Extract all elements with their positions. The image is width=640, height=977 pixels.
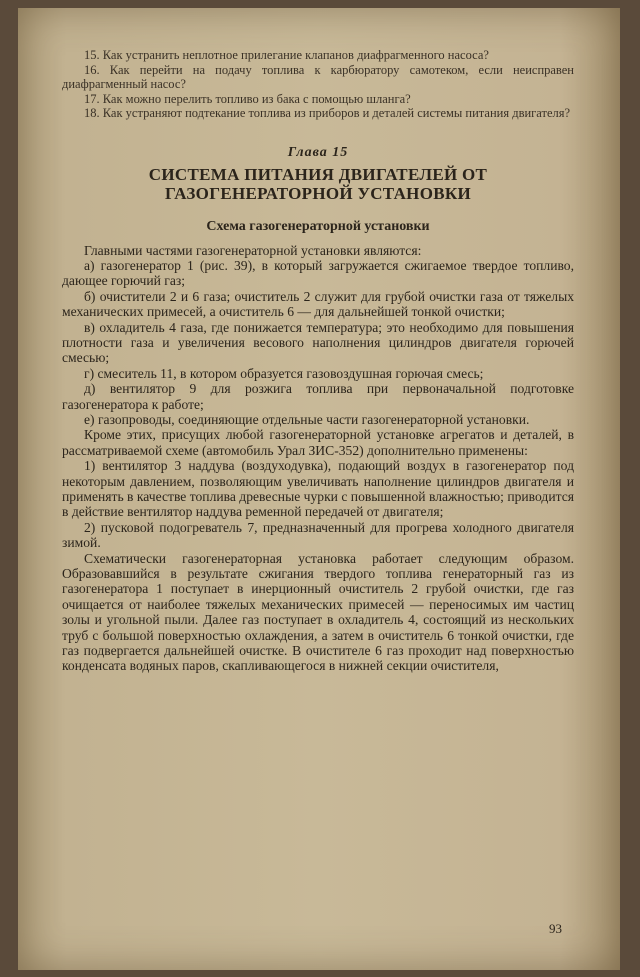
question-18: 18. Как устраняют подтекание топлива из приборов и деталей системы питания двигателя?	[84, 106, 571, 120]
list-item-b: б) очистители 2 и 6 газа; очиститель 2 служит для грубой очистки газа от тяжелых механических примесей, а очиститель 6 — для дальнейшей тонкой очистки;	[62, 288, 574, 320]
list-item-e: е) газопроводы, соединяющие отдельные части газогенераторной установки.	[84, 411, 530, 427]
paragraph: Главными частями газогенераторной установки являются:	[84, 242, 422, 258]
list-item-1: 1) вентилятор 3 наддува (воздуходувка), подающий воздух в газогенератор под некоторым давлением, позволяющим увеличивать наполнение цилиндров двигателя и применять в качестве топлива древесные чурки с повышенной влажностью; приводится в действие вентилятор наддува ременной передачей от двигателя;	[62, 458, 574, 520]
page-number: 93	[549, 921, 562, 936]
book-page	[18, 8, 620, 970]
question-15: 15. Как устранить неплотное прилегание клапанов диафрагменного насоса?	[84, 48, 489, 62]
list-item-d: д) вентилятор 9 для розжига топлива при первоначальной подготовке газогенератора к работе;	[62, 381, 574, 412]
chapter-title: СИСТЕМА ПИТАНИЯ ДВИГАТЕЛЕЙ ОТ ГАЗОГЕНЕРАТОРНОЙ УСТАНОВКИ	[148, 164, 488, 203]
text-column	[62, 48, 574, 674]
paragraph: Кроме этих, присущих любой газогенераторной установке агрегатов и деталей, в рассматриваемой схеме (автомобиль Урал ЗИС-352) дополнительно применены:	[62, 427, 574, 458]
paragraph: Схематически газогенераторная установка работает следующим образом. Образовавшийся в результате сжигания твердого топлива генераторный газ из газогенератора 1 поступает в инерционный очиститель 2 грубой очистки, где газ очищается от наиболее тяжелых механических примесей — переносимых им частиц золы и угольной пыли. Далее газ поступает в охладитель 4, состоящий из нескольких труб с большой поверхностью охлаждения, а затем в очиститель 6 тонкой очистки, где газ подвергается дальнейшей очистке. В очистителе 6 газ проходит над поверхностью конденсата водяных паров, скапливающегося в нижней секции очистителя,	[62, 550, 574, 674]
question-16: 16. Как перейти на подачу топлива к карбюратору самотеком, если неисправен диафрагменный насос?	[62, 62, 574, 91]
chapter-label: Глава 15	[287, 144, 349, 160]
list-item-2: 2) пусковой подогреватель 7, предназначенный для прогрева холодного двигателя зимой.	[62, 519, 574, 551]
list-item-v: в) охладитель 4 газа, где понижается температура; это необходимо для повышения плотности газа и увеличения весового наполнения цилиндров двигателя горючей смесью;	[62, 319, 574, 366]
question-17: 17. Как можно перелить топливо из бака с помощью шланга?	[84, 91, 411, 106]
list-item-a: а) газогенератор 1 (рис. 39), в который загружается сжигаемое твердое топливо, дающее горючий газ;	[62, 257, 574, 289]
section-heading: Схема газогенераторной установки	[206, 218, 430, 234]
list-item-g: г) смеситель 11, в котором образуется газовоздушная горючая смесь;	[84, 365, 484, 381]
